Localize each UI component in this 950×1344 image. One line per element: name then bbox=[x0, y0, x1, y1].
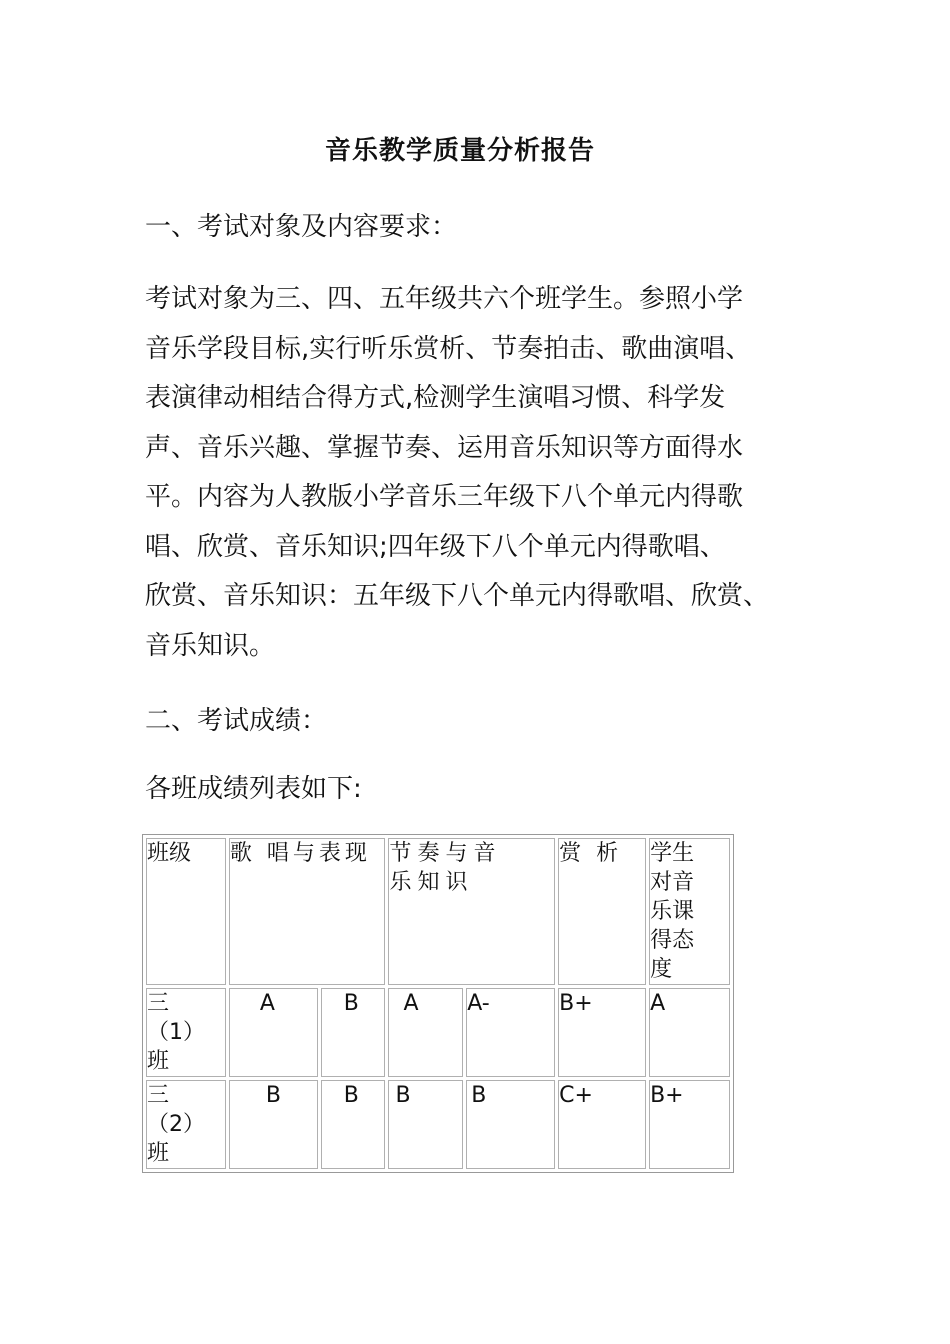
section-1-heading: 一、考试对象及内容要求： bbox=[145, 212, 458, 242]
grade-cell: B+ bbox=[558, 988, 646, 1077]
paragraph-line: 平。内容为人教版小学音乐三年级下八个单元内得歌 bbox=[145, 482, 744, 512]
section-1-paragraph bbox=[145, 275, 835, 671]
paragraph-line: 音乐知识。 bbox=[145, 630, 276, 661]
header-attitude: 学生对音乐课得态度 bbox=[649, 838, 730, 985]
header-rhythm: 节奏与音乐知识 bbox=[388, 838, 555, 985]
grade-cell: A- bbox=[466, 988, 555, 1077]
row-class: 三（2）班 bbox=[146, 1080, 226, 1169]
grade-cell: B bbox=[388, 1080, 463, 1169]
row-class: 三（1）班 bbox=[146, 988, 226, 1077]
grade-cell: B bbox=[229, 1080, 318, 1169]
paragraph-line: 表演律动相结合得方式,检测学生演唱习惯、科学发 bbox=[145, 383, 726, 413]
document-title: 音乐教学质量分析报告 bbox=[324, 136, 595, 166]
grade-cell: B bbox=[321, 988, 386, 1077]
table-intro: 各班成绩列表如下: bbox=[145, 774, 362, 804]
grade-cell: B bbox=[321, 1080, 386, 1169]
grade-cell: A bbox=[229, 988, 318, 1077]
paragraph-line: 音乐学段目标,实行听乐赏析、节奏拍击、歌曲演唱、 bbox=[145, 333, 752, 364]
section-2-heading: 二、考试成绩： bbox=[145, 706, 328, 736]
grade-cell: A bbox=[388, 988, 463, 1077]
paragraph-line: 欣赏、音乐知识：五年级下八个单元内得歌唱、欣赏、 bbox=[145, 581, 770, 611]
table-row bbox=[146, 988, 730, 1077]
header-singing: 歌 唱与表现 bbox=[229, 838, 386, 985]
grades-table bbox=[142, 834, 734, 1173]
paragraph-line: 声、音乐兴趣、掌握节奏、运用音乐知识等方面得水 bbox=[145, 432, 744, 463]
grade-cell: B bbox=[466, 1080, 555, 1169]
paragraph-line: 唱、欣赏、音乐知识;四年级下八个单元内得歌唱、 bbox=[145, 531, 726, 562]
grade-cell: B+ bbox=[649, 1080, 730, 1169]
header-appreciation: 赏 析 bbox=[558, 838, 646, 985]
paragraph-line: 考试对象为三、四、五年级共六个班学生。参照小学 bbox=[145, 284, 744, 314]
table-header-row bbox=[146, 838, 730, 985]
grade-cell: A bbox=[649, 988, 730, 1077]
grade-cell: C+ bbox=[558, 1080, 646, 1169]
table-row bbox=[146, 1080, 730, 1169]
header-class: 班级 bbox=[146, 838, 226, 985]
